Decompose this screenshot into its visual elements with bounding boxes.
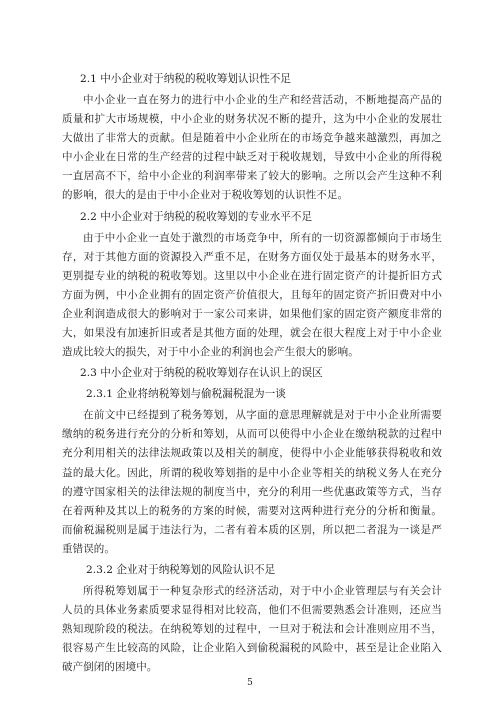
subsection-heading-2-3-2: 2.3.2 企业对于纳税筹划的风险认识不足 <box>86 563 276 576</box>
paragraph-2-2: 由于中小企业一直处于激烈的市场竞争中，所有的一切资源都倾向于市场生存，对于其他方面的资源投入严重不足，在财务方面仅处于最基本的财务水平，更别提专业的纳税的税收筹划。这里以中小企业在进行固定资产的计提折旧方式方面为例，中小企业拥有的固定资产价值很大，且每年的固定资产折旧费对中小企业利润造成很大的影响对于一家公司来讲，如果他们家的固定资产额度非常的大，如果没有加速折旧或者是其他方面的处理，就会在很大程度上对于中小企业造成比较大的损失，对于中小企业的利润也会产生很大的影响。 <box>62 231 442 359</box>
page-number: 5 <box>247 678 253 688</box>
section-heading-2-1: 2.1 中小企业对于纳税的税收筹划认识性不足 <box>80 73 291 85</box>
section-heading-2-2: 2.2 中小企业对于纳税的税收筹划的专业水平不足 <box>80 210 313 223</box>
paragraph-2-1: 中小企业一直在努力的进行中小企业的生产和经营活动，不断地提高产品的质量和扩大市场规模，中小企业的财务状况不断的提升，这为中小企业的发展壮大做出了非常大的贡献。但是随着中小企业所在的市场竞争越来越激烈，再加之中小企业在日常的生产经营的过程中缺乏对于税收规划，导致中小企业的所得税一直居高不下，给中小企业的利润率带来了较大的影响。之所以会产生这种不利的影响，很大的是由于中小企业对于税收筹划的认识性不足。 <box>62 94 442 202</box>
paragraph-2-3-2: 所得税筹划属于一种复杂形式的经济活动，对于中小企业管理层与有关会计人员的具体业务素质要求显得相对比较高，他们不但需要熟悉会计准则，还应当熟知现阶段的税法。在纳税筹划的过程中，一旦对于税法和会计准则应用不当，很容易产生比较高的风险，让企业陷入到偷税漏税的风险中，甚至是让企业陷入破产倒闭的困境中。 <box>62 584 442 674</box>
subsection-heading-2-3-1: 2.3.1 企业将纳税筹划与偷税漏税混为一谈 <box>86 388 286 401</box>
section-heading-2-3: 2.3 中小企业对于纳税的税收筹划存在认识上的误区 <box>80 367 323 380</box>
paragraph-2-3-1: 在前文中已经提到了税务筹划，从字面的意思理解就是对于中小企业所需要缴纳的税务进行充分的分析和筹划，从而可以使得中小企业在缴纳税款的过程中充分利用相关的法律法规政策以及相关的制度，使得中小企业能够获得税收和效益的最大化。因此，所谓的税收筹划指的是中小企业等相关的纳税义务人在充分的遵守国家相关的法律法规的制度当中，充分的利用一些优惠政策等方式，当存在着两种及其以上的税务的方案的时候，需要对这两种进行充分的分析和衡量。而偷税漏税则是属于违法行为，二者有着本质的区别，所以把二者混为一谈是严重错误的。 <box>62 409 442 555</box>
document-body <box>62 68 442 677</box>
